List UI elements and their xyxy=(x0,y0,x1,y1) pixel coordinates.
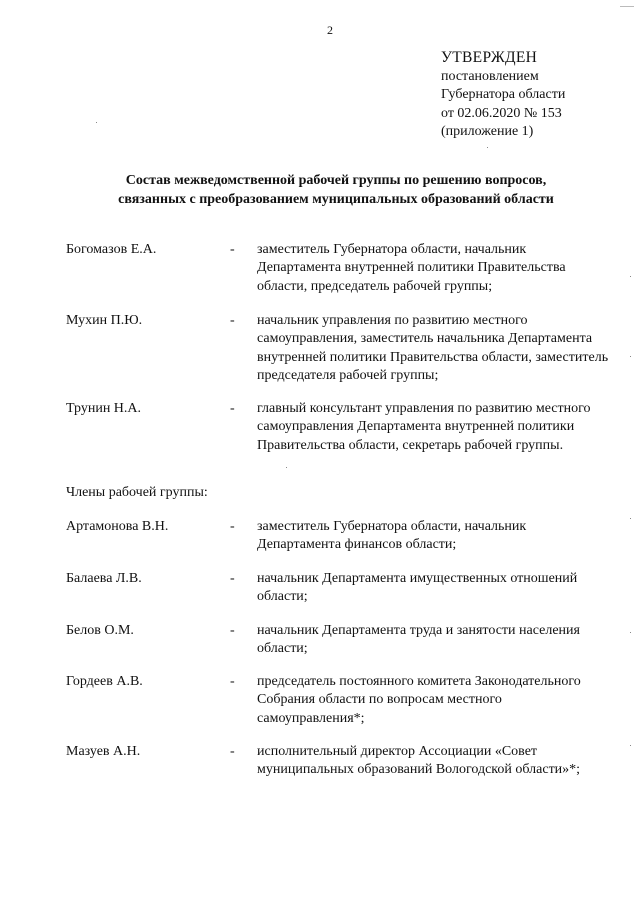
members-section-label: Члены рабочей группы: xyxy=(66,485,208,500)
dash-separator: - xyxy=(230,571,235,586)
scan-speck xyxy=(487,147,488,148)
dash-separator: - xyxy=(230,242,235,257)
member-role: исполнительный директор Ассоциации «Совет муниципальных образований Вологодской области»*; xyxy=(257,744,581,778)
dash-separator: - xyxy=(230,674,235,689)
dash-separator: - xyxy=(230,744,235,759)
scan-speck xyxy=(286,467,287,468)
member-role: председатель постоянного комитета Законодательного Собрания области по вопросам местного самоуправления*; xyxy=(257,674,581,726)
document-title xyxy=(0,171,640,209)
approval-line: от 02.06.2020 № 153 xyxy=(441,105,562,121)
dash-separator: - xyxy=(230,623,235,638)
member-role: заместитель Губернатора области, начальник Департамента финансов области; xyxy=(257,519,527,553)
scan-speck xyxy=(630,518,631,519)
member-role: начальник Департамента труда и занятости населения области; xyxy=(257,623,580,657)
scan-speck xyxy=(630,745,631,746)
scan-speck xyxy=(630,276,631,277)
member-name: Белов О.М. xyxy=(66,623,134,638)
page-number: 2 xyxy=(327,23,333,37)
member-role: главный консультант управления по развитию местного самоуправления Департамента внутренней политики Правительства области, секретарь рабочей группы. xyxy=(257,401,591,453)
scan-speck xyxy=(630,632,631,633)
member-name: Трунин Н.А. xyxy=(66,401,142,416)
member-name: Гордеев А.В. xyxy=(66,674,143,689)
approval-line: Губернатора области xyxy=(441,87,566,102)
title-line: Состав межведомственной рабочей группы по решению вопросов, xyxy=(125,173,547,188)
member-role: начальник управления по развитию местного самоуправления, заместитель начальника Департамента внутренней политики Правительства области, заместитель председателя рабочей группы; xyxy=(257,313,609,383)
approval-line: (приложение 1) xyxy=(441,124,534,139)
member-role: начальник Департамента имущественных отношений области; xyxy=(257,571,578,605)
approval-heading: УТВЕРЖДЕН xyxy=(441,49,538,66)
approval-line: постановлением xyxy=(441,68,539,84)
scan-speck xyxy=(630,356,631,357)
scan-edge-mark xyxy=(620,6,634,7)
dash-separator: - xyxy=(230,313,235,328)
member-name: Артамонова В.Н. xyxy=(66,519,169,534)
member-name: Мазуев А.Н. xyxy=(66,744,141,759)
member-role: заместитель Губернатора области, начальник Департамента внутренней политики Правительства области, председатель рабочей группы; xyxy=(257,242,566,294)
member-name: Богомазов Е.А. xyxy=(66,242,157,257)
member-name: Балаева Л.В. xyxy=(66,571,142,586)
dash-separator: - xyxy=(230,519,235,534)
dash-separator: - xyxy=(230,401,235,416)
approval-stamp xyxy=(441,49,565,142)
scan-speck xyxy=(96,122,97,123)
member-name: Мухин П.Ю. xyxy=(66,313,143,328)
title-line: связанных с преобразованием муниципальных образований области xyxy=(118,192,554,207)
